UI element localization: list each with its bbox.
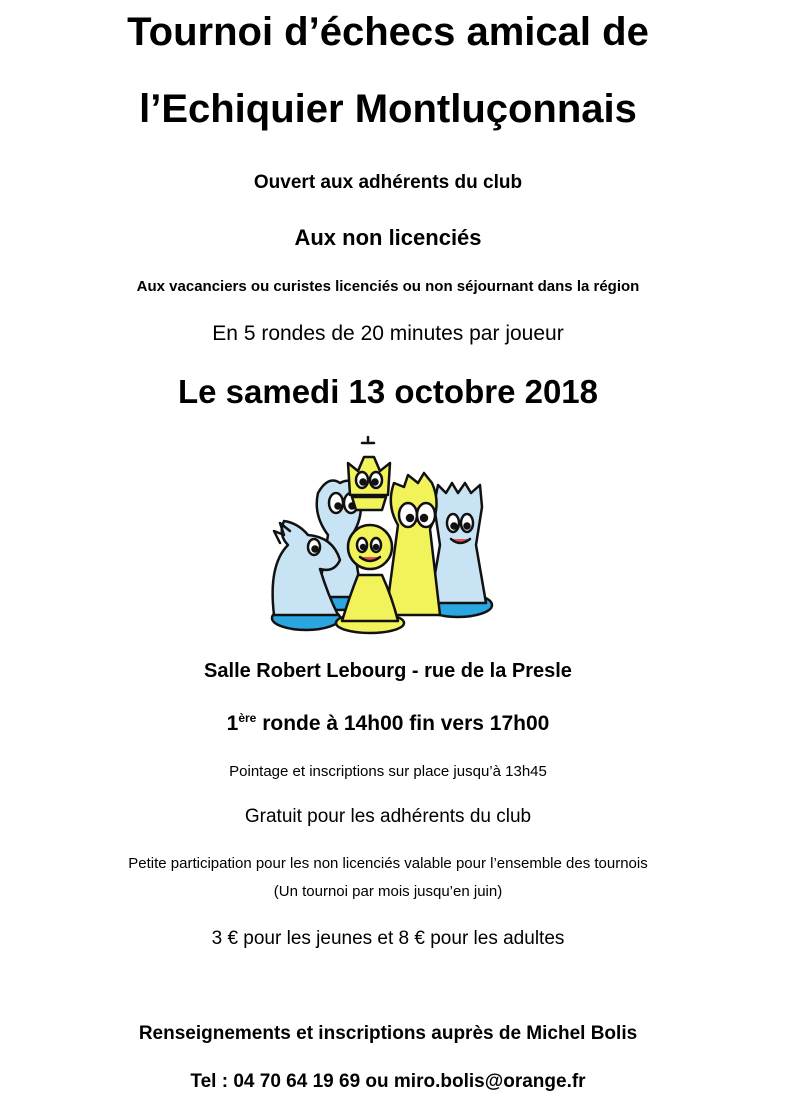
info-contact-person: Renseignements et inscriptions auprès de Michel Bolis	[138, 1023, 638, 1044]
title-line-2: l’Echiquier Montluçonnais	[139, 87, 637, 131]
tournament-date: Le samedi 13 octobre 2018	[177, 373, 599, 410]
participation-info: Petite participation pour les non licenciés valable pour l’ensemble des tournois	[128, 855, 648, 872]
cartoon-chess-pieces-icon	[258, 435, 508, 640]
free-for-members: Gratuit pour les adhérents du club	[244, 806, 532, 827]
title-line-1: Tournoi d’échecs amical de	[127, 10, 649, 54]
open-to-members: Ouvert aux adhérents du club	[253, 172, 523, 193]
first-round-time	[0, 711, 788, 736]
checkin-info: Pointage et inscriptions sur place jusqu’à 13h45	[229, 763, 547, 780]
open-to-unlicensed: Aux non licenciés	[294, 225, 482, 250]
contact-details: Tel : 04 70 64 19 69 ou miro.bolis@orange.fr	[190, 1071, 586, 1092]
prices: 3 € pour les jeunes et 8 € pour les adultes	[211, 928, 565, 949]
round-number: 1	[226, 712, 239, 735]
venue: Salle Robert Lebourg - rue de la Presle	[204, 660, 572, 682]
open-to-visitors: Aux vacanciers ou curistes licenciés ou non séjournant dans la région	[136, 278, 640, 295]
tournament-format: En 5 rondes de 20 minutes par joueur	[212, 322, 564, 345]
round-schedule: ronde à 14h00 fin vers 17h00	[256, 712, 550, 735]
round-ordinal: ère	[238, 711, 257, 725]
monthly-note: (Un tournoi par mois jusqu’en juin)	[273, 883, 503, 900]
